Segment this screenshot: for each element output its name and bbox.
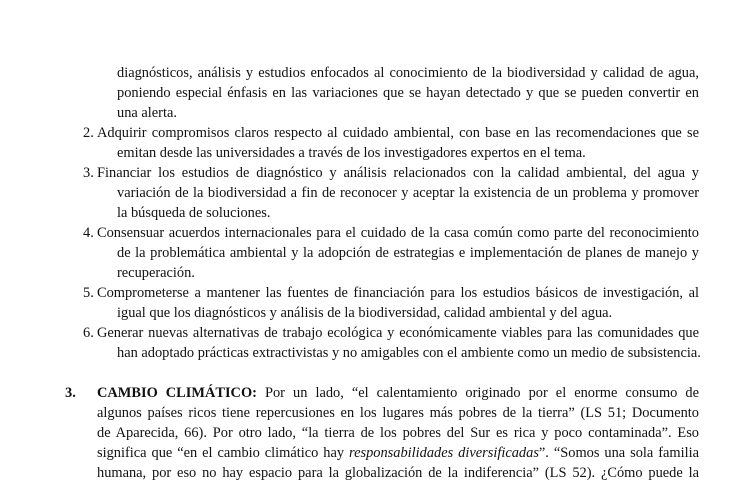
text-line: Generar nuevas alternativas de trabajo ecológica y económicamente viables para las comunidades que [97,325,699,341]
list-item-number: 6. [83,325,94,341]
text-line: poniendo especial énfasis en las variaciones que se hayan detectado y que se pueden convertir en [117,85,699,101]
text-line: una alerta. [117,105,177,121]
text-span: significa que “en el cambio climático hay [97,445,350,461]
list-item-number: 5. [83,285,94,301]
text-line [97,443,699,463]
emphasis-text: responsabilidades diversificadas [349,445,539,461]
list-item-number: 3. [83,165,94,181]
text-line: diagnósticos, análisis y estudios enfocados al conocimiento de la biodiversidad y calidad de agua, [117,65,699,81]
text-line: Financiar los estudios de diagnóstico y análisis relacionados con la calidad ambiental, del agua y [97,165,699,181]
text-line [97,383,699,403]
text-line: igual que los diagnósticos y análisis de la biodiversidad, calidad ambiental y del agua. [117,305,613,321]
text-line: han adoptado prácticas extractivistas y no amigables con el ambiente como un medio de subsistencia. [117,345,701,361]
text-line: de la problemática ambiental y la adopción de estrategias e implementación de planes de manejo y [117,245,699,261]
text-line: variación de la biodiversidad a fin de reconocer y aceptar la existencia de un problema y promover [117,185,699,201]
list-item-number: 2. [83,125,94,141]
section-number: 3. [65,385,76,401]
text-span: ”. “Somos una sola familia [538,445,699,461]
text-line: algunos países ricos tiene repercusiones en los lugares más pobres de la tierra” (LS 51; Documento [97,405,699,421]
text-line: emitan desde las universidades a través de los investigadores expertos en el tema. [117,145,586,161]
text-line: de Aparecida, 66). Por otro lado, “la tierra de los pobres del Sur es rica y poco contaminada”. Eso [97,425,699,441]
text-line: humana, por eso no hay espacio para la globalización de la indiferencia” (LS 52). ¿Cómo puede la [97,465,699,481]
section-heading: CAMBIO CLIMÁTICO: [97,385,257,401]
text-line: recuperación. [117,265,195,281]
text-line: la búsqueda de soluciones. [117,205,271,221]
list-item-number: 4. [83,225,94,241]
text-span: Por un lado, “el calentamiento originado por el enorme consumo de [256,385,699,401]
text-line: Adquirir compromisos claros respecto al cuidado ambiental, con base en las recomendaciones que se [97,125,699,141]
text-line: Comprometerse a mantener las fuentes de financiación para los estudios básicos de investigación, al [97,285,699,301]
text-line: Consensuar acuerdos internacionales para el cuidado de la casa común como parte del reconocimiento [97,225,699,241]
